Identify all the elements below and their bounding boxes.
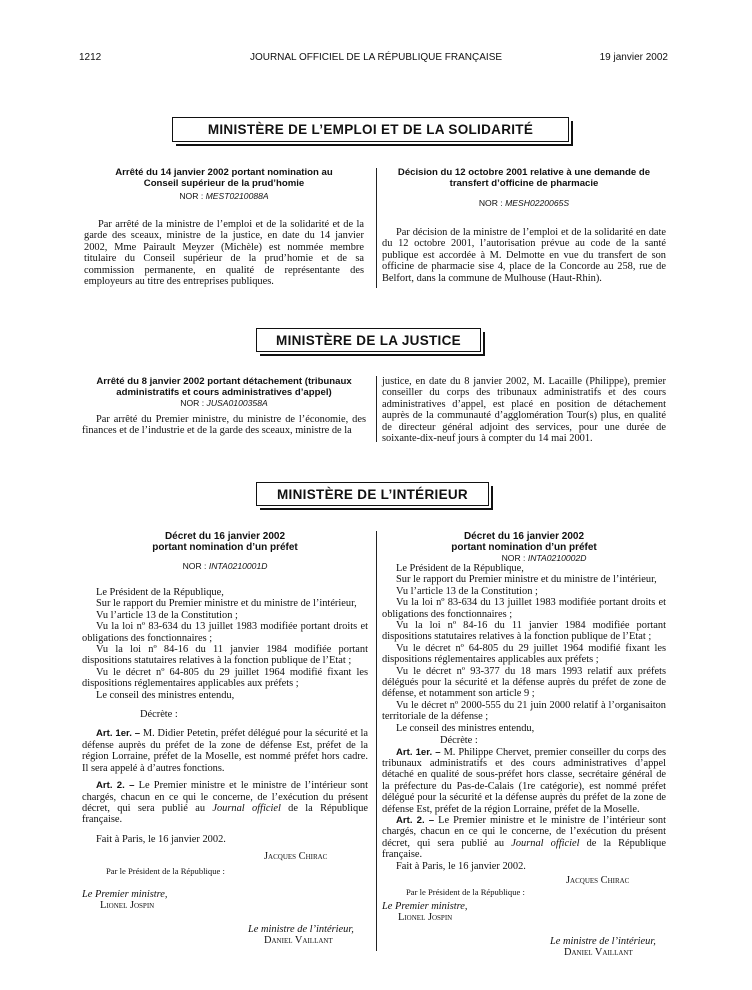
visa: Vu la loi nº 84-16 du 11 janvier 1984 modifiée portant dispositions statutaires relatives à la fonction publique de l’Etat ; [82, 644, 368, 667]
arrete-detachement [82, 376, 366, 437]
decision-pharmacie [382, 167, 666, 284]
ministre-interieur-name: Daniel Vaillant [264, 935, 333, 947]
decret-title-line2: portant nomination d’un préfet [451, 542, 597, 553]
nor-reference [82, 561, 368, 571]
nor-value: MESH0220065S [505, 198, 570, 208]
visa: Vu l’article 13 de la Constitution ; [396, 585, 538, 597]
section-heading-emploi: MINISTÈRE DE L’EMPLOI ET DE LA SOLIDARITÉ [172, 117, 569, 142]
decret-petetin [82, 531, 368, 947]
nor-label: NOR : [182, 561, 207, 571]
ministre-interieur-name: Daniel Vaillant [564, 947, 633, 958]
decrete: Décrète : [140, 709, 178, 721]
par-le-president: Par le Président de la République : [106, 865, 225, 876]
column-divider [376, 531, 377, 951]
article-label: Art. 2. – [96, 780, 135, 792]
section-heading-justice: MINISTÈRE DE LA JUSTICE [256, 328, 481, 352]
visa: Le conseil des ministres entendu, [96, 689, 235, 701]
decret-title-line2: portant nomination d’un préfet [152, 542, 298, 553]
nor-label: NOR : [180, 398, 205, 408]
visa: Vu le décret nº 64-805 du 29 juillet 1964 modifié fixant les dispositions réglementaires applicables aux préfets ; [382, 642, 666, 666]
nor-reference [82, 398, 366, 408]
article-text: M. Didier Petetin, préfet délégué pour la sécurité et la défense auprès du préfet de la zone de défense Est, préfet de la région Lorraine, préfet de la Moselle, est nommé préfet hors cadre. Il sera appelé à d’autres fonctions. [82, 728, 368, 774]
issue-date: 19 janvier 2002 [599, 52, 668, 63]
visa: Sur le rapport du Premier ministre et du ministre de l’intérieur, [396, 574, 657, 586]
section-heading-interieur: MINISTÈRE DE L’INTÉRIEUR [256, 482, 489, 506]
premier-ministre-name: Lionel Jospin [100, 900, 155, 912]
journal-title: JOURNAL OFFICIEL DE LA RÉPUBLIQUE FRANÇAISE [249, 52, 503, 63]
decision-body: Par décision de la ministre de l’emploi et de la solidarité en date du 12 octobre 2001, l’autorisation prévue au code de la santé publique est accordée à M. Delmotte en vue du transfert de son officine de pharmacie sise 4, place de la Concorde au 258, rue de Belfort, dans la commune de Mulhouse (Haut-Rhin). [382, 227, 666, 284]
visa: Sur le rapport du Premier ministre et du ministre de l’intérieur, [96, 598, 357, 610]
column-divider [376, 168, 377, 288]
decret-title-line1: Décret du 16 janvier 2002 [463, 531, 585, 542]
premier-ministre-name: Lionel Jospin [398, 912, 453, 924]
article-text: Le Premier ministre et le ministre de l’intérieur sont chargés, chacun en ce qui le concerne, de l’exécution du présent décret, qui sera publié au [382, 814, 666, 849]
journal-name: Journal officiel [511, 837, 580, 849]
visa: Vu le décret nº 93-377 du 18 mars 1993 relatif aux préfets délégués pour la sécurité et la défense auprès du préfet de zone de défense, et notamment son article 9 ; [382, 665, 666, 700]
signature-president: Jacques Chirac [566, 874, 630, 886]
decrete: Décrète : [440, 735, 478, 747]
nor-label: NOR : [501, 553, 526, 563]
fait-a: Fait à Paris, le 16 janvier 2002. [96, 833, 226, 845]
nor-value: JUSA0100358A [206, 398, 268, 408]
article-1 [82, 728, 368, 774]
decret-title [382, 531, 666, 553]
article-label: Art. 2. – [396, 814, 435, 826]
visa: Vu le décret nº 64-805 du 29 juillet 1964 modifié fixant les dispositions réglementaires applicables aux préfets ; [82, 666, 368, 690]
premier-ministre-title: Le Premier ministre, [82, 888, 168, 900]
nor-value: MEST0210088A [205, 191, 269, 201]
arrete-title: Arrêté du 14 janvier 2002 portant nomination au Conseil supérieur de la prud’homie [115, 167, 333, 189]
ministre-interieur-title: Le ministre de l’intérieur, [248, 923, 354, 935]
visa: Le conseil des ministres entendu, [396, 722, 535, 734]
article-text-end: de la République française. [382, 837, 666, 861]
article-2 [82, 780, 368, 826]
visa: Vu la loi nº 84-16 du 11 janvier 1984 modifiée portant dispositions statutaires relatives à la fonction publique de l’Etat ; [382, 620, 666, 643]
visa: Vu la loi nº 83-634 du 13 juillet 1983 modifiée portant droits et obligations des fonctionnaires ; [382, 597, 666, 620]
decision-title: Décision du 12 octobre 2001 relative à une demande de transfert d’officine de pharmacie [397, 167, 651, 189]
nor-value: INTA0210002D [527, 553, 587, 563]
visa: Vu l’article 13 de la Constitution ; [96, 609, 238, 621]
arrete-prudhomie [84, 167, 364, 287]
column-divider [376, 376, 377, 442]
arrete-detachement-continued [382, 376, 666, 444]
article-text: M. Philippe Chervet, premier conseiller du corps des tribunaux administratifs et des cours administratives d’appel détaché en qualité de sous-préfet hors classe, secrétaire général de la préfecture du Pas-de-Calais (1re catégorie), est nommé préfet délégué pour la sécurité et la défense auprès du préfet de la zone de défense Est, préfet de la région Lorraine, préfet de la Moselle. [382, 746, 666, 815]
article-text: Le Premier ministre et le ministre de l’intérieur sont chargés, chacun en ce qui le concerne, de l’exécution du présent décret, qui sera publié au [82, 780, 368, 814]
arrete-title: Arrêté du 8 janvier 2002 portant détachement (tribunaux administratifs et cours administratives d’appel) [96, 376, 352, 398]
nor-reference [382, 198, 666, 208]
ministre-interieur-title: Le ministre de l’intérieur, [550, 935, 656, 947]
page-number: 1212 [79, 52, 102, 63]
premier-ministre-title: Le Premier ministre, [382, 900, 468, 912]
arrete-body-continued: justice, en date du 8 janvier 2002, M. Lacaille (Philippe), premier conseiller du corps des tribunaux administratifs et des cours administratives d’appel, est placé en position de détachement auprès de la communauté d’agglomération Tour(s) plus, en qualité de directeur général adjoint des services, pour une durée de soixante-dix-neuf jours à compter du 14 mai 2001. [382, 376, 666, 445]
nor-label: NOR : [478, 198, 503, 208]
decret-intro: Le Président de la République, [96, 587, 224, 598]
article-text-end: de la République française. [82, 802, 369, 826]
article-label: Art. 1er. – [396, 746, 441, 758]
signature-president: Jacques Chirac [264, 851, 328, 863]
nor-reference [84, 191, 364, 201]
arrete-body: Par arrêté du Premier ministre, du ministre de l’économie, des finances et de l’industrie et de la garde des sceaux, ministre de la [82, 414, 366, 437]
article-2 [382, 815, 666, 861]
par-le-president: Par le Président de la République : [406, 887, 525, 898]
decret-intro: Le Président de la République, [396, 563, 524, 574]
article-1 [382, 747, 666, 815]
article-label: Art. 1er. – [96, 728, 141, 740]
nor-label: NOR : [179, 191, 204, 201]
visa: Vu la loi nº 83-634 du 13 juillet 1983 modifiée portant droits et obligations des fonctionnaires ; [82, 621, 368, 644]
decret-title-line1: Décret du 16 janvier 2002 [164, 531, 286, 542]
arrete-body: Par arrêté de la ministre de l’emploi et de la solidarité et de la garde des sceaux, ministre de la justice, en date du 14 janvier 2002, Mme Pairault Meyzer (Michèle) est nommée membre titulaire du Conseil supérieur de la prud’homie et de sa commission permanente, en qualité de représentante des employeurs au titre des entreprises publiques. [84, 219, 364, 288]
fait-a: Fait à Paris, le 16 janvier 2002. [396, 860, 526, 872]
decret-title [82, 531, 368, 553]
journal-name: Journal officiel [212, 802, 281, 814]
decret-chervet [382, 531, 666, 958]
nor-reference [382, 553, 666, 563]
nor-value: INTA0210001D [208, 561, 268, 571]
visa: Vu le décret nº 2000-555 du 21 juin 2000 relatif à l’organisaiton territoriale de la défense ; [382, 699, 666, 723]
